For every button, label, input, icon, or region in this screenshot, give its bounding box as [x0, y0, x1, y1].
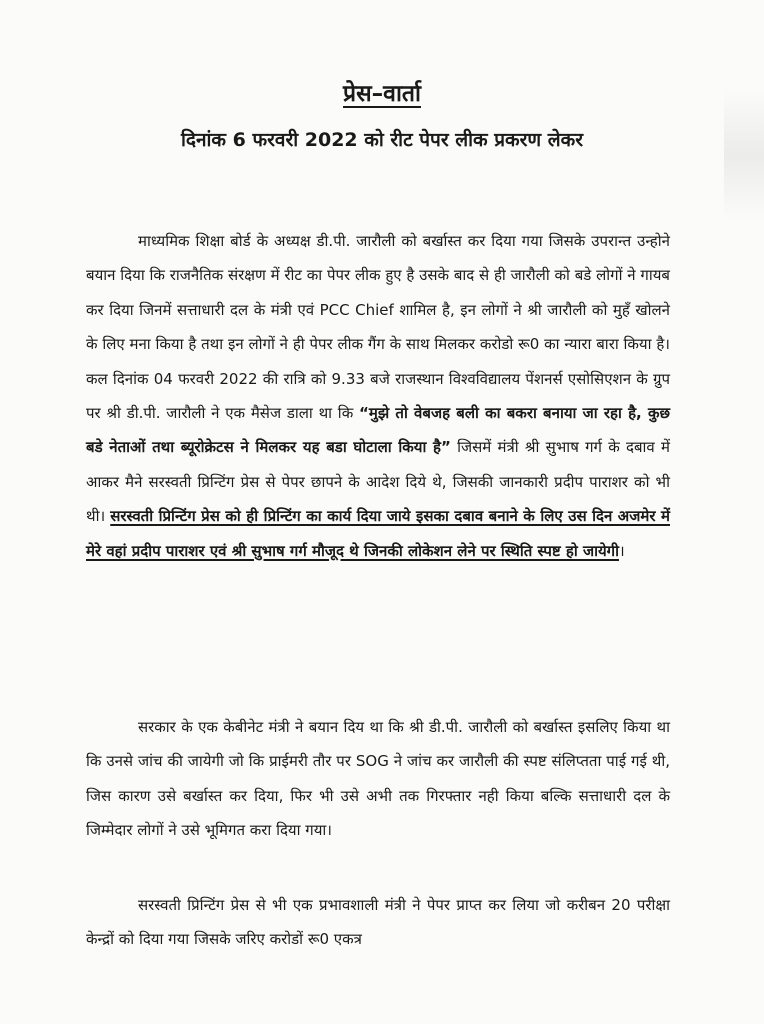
paragraph-3 [86, 888, 670, 957]
document-title: प्रेस–वार्ता [343, 81, 421, 107]
paragraph-1-end: । [619, 541, 625, 560]
paragraph-1-quote: “मुझे तो वेबजह बली का बकरा बनाया जा रहा है, कुछ बडे नेताओं तथा ब्यूरोक्रेटस ने मिलकर यह बडा घोटाला किया है” [86, 404, 670, 457]
paragraph-1 [86, 224, 670, 568]
paragraph-1-intro: माध्यमिक शिक्षा बोर्ड के अध्यक्ष डी.पी. जारौली को बर्खास्त कर दिया गया जिसके उपरान्त उन्होने बयान दिया कि राजनैतिक संरक्षण में रीट का पेपर लीक हुए है उसके बाद से ही जारौली को बडे लोगों ने गायब कर दिया जिनमें सत्ताधारी दल के मंत्री एवं PCC Chief शामिल है, इन लोगों ने श्री जारौली को मुहँ खोलने के लिए मना किया है तथा इन लोगों ने ही पेपर लीक गैंग के साथ मिलकर करोडो रू0 का न्यारा बारा किया है। कल दिनांक 04 फरवरी 2022 की रात्रि को 9.33 बजे राजस्थान विश्वविद्यालय पेंशनर्स एसोसिएशन के ग्रुप पर श्री डी.पी. जारौली ने एक मैसेज डाला था कि [86, 232, 670, 423]
scan-smudge [724, 90, 764, 220]
paragraph-2 [86, 710, 670, 848]
paragraph-2-text: सरकार के एक केबीनेट मंत्री ने बयान दिय था कि श्री डी.पी. जारौली को बर्खास्त इसलिए किया था कि उनसे जांच की जायेगी जो कि प्राईमरी तौर पर SOG ने जांच कर जारौली की स्पष्ट संलिप्तता पाई गई थी, जिस कारण उसे बर्खास्त कर दिया, फिर भी उसे अभी तक गिरफ्तार नही किया बल्कि सत्ताधारी दल के जिम्मेदार लोगों ने उसे भूमिगत करा दिया गया। [86, 718, 670, 840]
document-subtitle: दिनांक 6 फरवरी 2022 को रीट पेपर लीक प्रकरण लेकर [180, 129, 584, 151]
paragraph-3-text: सरस्वती प्रिन्टिंग प्रेस से भी एक प्रभावशाली मंत्री ने पेपर प्राप्त कर लिया जो करीबन 20 परीक्षा केन्द्रों को दिया गया जिसके जरिए करोडों रू0 एकत्र [86, 896, 670, 949]
paragraph-1-underlined: सरस्वती प्रिन्टिंग प्रेस को ही प्रिन्टिंग का कार्य दिया जाये इसका दबाव बनाने के लिए उस दिन अजमेर में मेरे वहां प्रदीप पाराशर एवं श्री सुभाष गर्ग मौजूद थे जिनकी लोकेशन लेने पर स्थिति स्पष्ट हो जायेगी [86, 507, 670, 560]
paragraph-1-middle: जिसमें मंत्री श्री सुभाष गर्ग के दबाव में आकर मैने सरस्वती प्रिन्टिंग प्रेस से पेपर छापने के आदेश दिये थे, जिसकी जानकारी प्रदीप पाराशर को भी थी। [86, 438, 670, 526]
